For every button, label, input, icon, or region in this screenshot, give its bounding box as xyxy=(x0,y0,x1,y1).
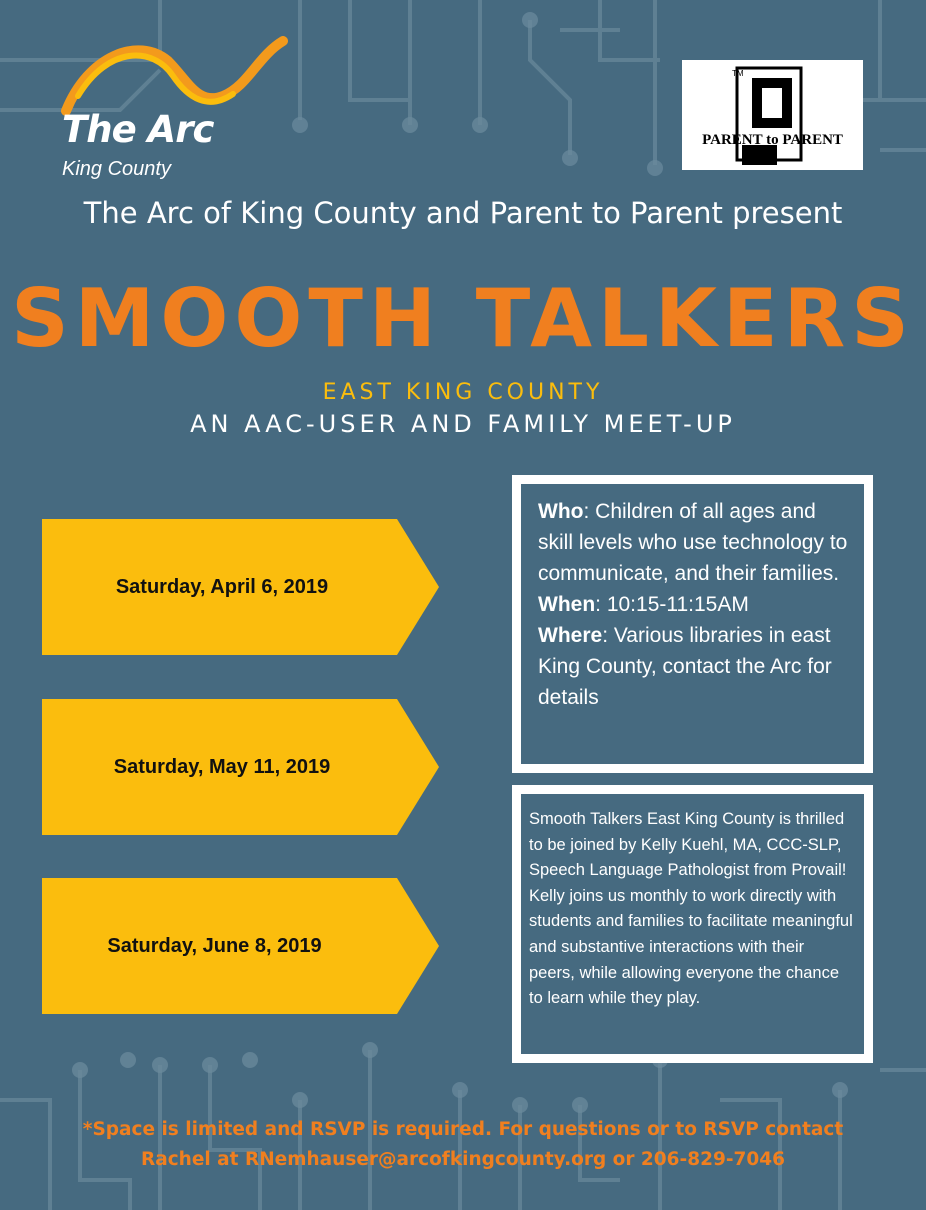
arc-logo-name: The Arc xyxy=(62,108,214,151)
announcement-box xyxy=(512,785,873,1063)
page-title: SMOOTH TALKERS xyxy=(11,272,915,365)
event-tagline: AN AAC-USER AND FAMILY MEET-UP xyxy=(190,410,736,438)
p2p-tm: TM xyxy=(732,69,744,78)
date-arrow-1 xyxy=(42,519,439,655)
who-label: Who xyxy=(538,500,584,523)
p2p-mark-icon xyxy=(682,60,863,170)
when-text: : 10:15-11:15AM xyxy=(595,593,749,616)
when-label: When xyxy=(538,593,596,616)
details-box xyxy=(512,475,873,773)
announcement-text: Smooth Talkers East King County is thrilled to be joined by Kelly Kuehl, MA, CCC-SLP, Speech Language Pathologist from Provail! Kelly joins us monthly to work directly with students and families to facilitate meaningful and substantive interactions with their peers, while allowing everyone the chance to learn while they play. xyxy=(529,810,853,1008)
where-label: Where xyxy=(538,624,603,647)
arc-logo-subtitle: King County xyxy=(62,158,171,180)
date-label: Saturday, April 6, 2019 xyxy=(115,575,329,598)
region-subtitle: EAST KING COUNTY xyxy=(322,380,604,405)
where-text: : Various libraries in east King County, contact the Arc for details xyxy=(538,624,832,709)
p2p-logo-text: PARENT to PARENT xyxy=(702,132,843,148)
date-label: Saturday, June 8, 2019 xyxy=(107,934,322,957)
presenters-line: The Arc of King County and Parent to Parent present xyxy=(83,196,843,230)
date-arrow-3 xyxy=(42,878,439,1014)
rsvp-footer xyxy=(0,1115,926,1175)
details-text xyxy=(538,496,852,713)
footer-line-1: *Space is limited and RSVP is required. For questions or to RSVP contact xyxy=(82,1119,844,1140)
date-arrow-2 xyxy=(42,699,439,835)
footer-line-2: Rachel at RNemhauser@arcofkingcounty.org or 206-829-7046 xyxy=(140,1149,786,1170)
parent-to-parent-logo xyxy=(682,60,863,170)
who-text: : Children of all ages and skill levels who use technology to communicate, and their families. xyxy=(538,500,848,585)
date-label: Saturday, May 11, 2019 xyxy=(113,755,331,778)
